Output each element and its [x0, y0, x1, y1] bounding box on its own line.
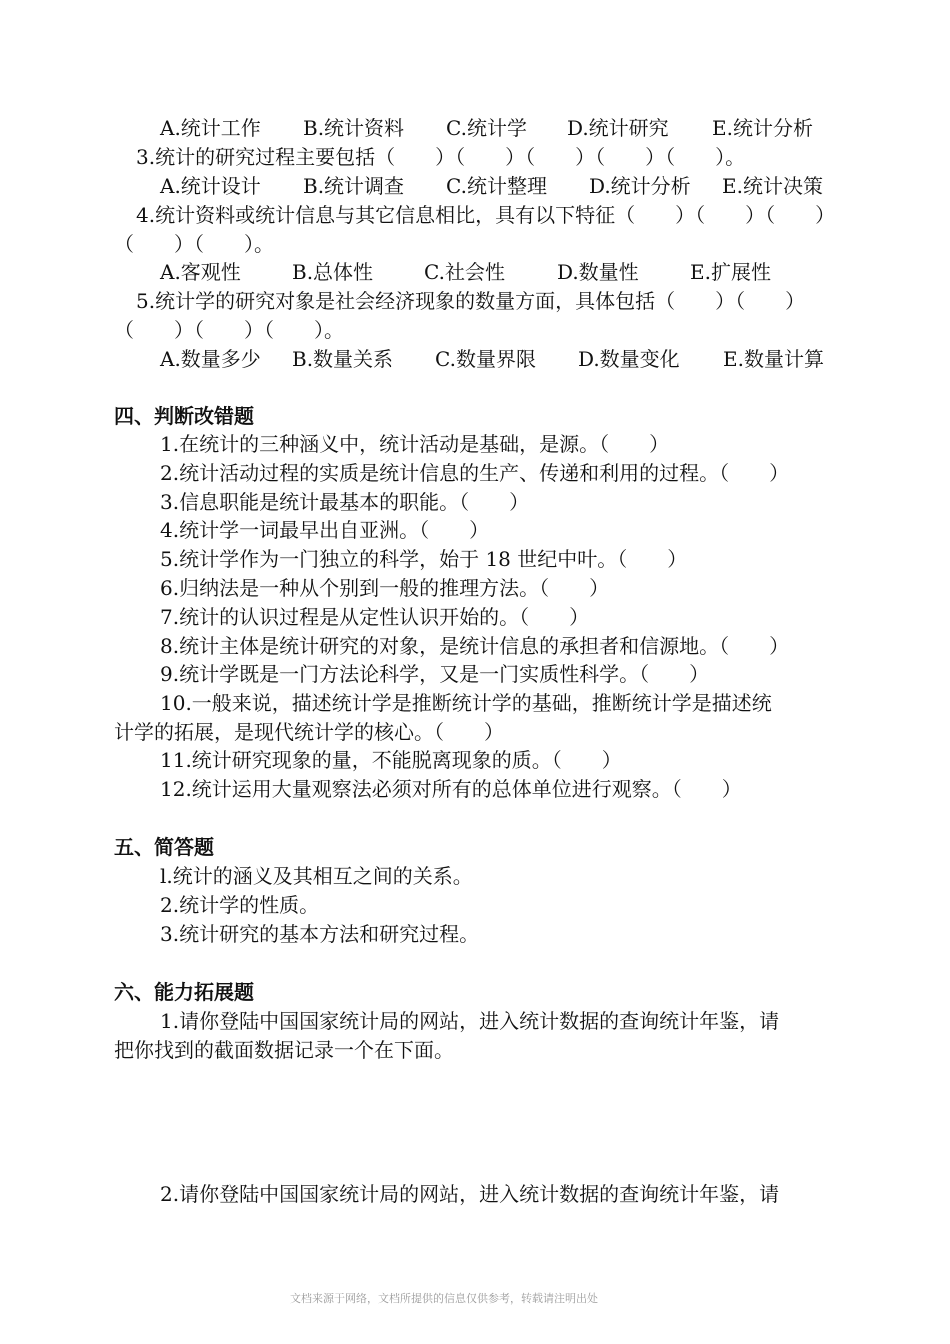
q5-options [160, 345, 824, 373]
option: B.总体性 [292, 260, 374, 284]
list-item: 2.统计学的性质。 [160, 893, 320, 917]
option: C.数量界限 [435, 347, 536, 371]
list-item: 3.统计研究的基本方法和研究过程。 [160, 922, 480, 946]
list-item: 4.统计学一词最早出自亚洲。（ ） [160, 518, 490, 542]
option: C.社会性 [424, 260, 505, 284]
list-item: 1.在统计的三种涵义中，统计活动是基础，是源。（ ） [160, 432, 670, 456]
option: E.扩展性 [690, 260, 771, 284]
list-item-cont: 计学的拓展，是现代统计学的核心。（ ） [114, 720, 504, 744]
list-item: 7.统计的认识过程是从定性认识开始的。（ ） [160, 605, 590, 629]
list-item: 1.请你登陆中国国家统计局的网站，进入统计数据的查询统计年鉴，请 [160, 1009, 780, 1033]
option: A.客观性 [160, 260, 241, 284]
option: D.数量性 [557, 260, 639, 284]
question-stem: 5.统计学的研究对象是社会经济现象的数量方面，具体包括（ ）（ ） [136, 289, 806, 313]
option: C.统计学 [446, 116, 527, 140]
section-heading: 五、简答题 [114, 835, 214, 859]
footer-note: 文档来源于网络，文档所提供的信息仅供参考，转载请注明出处 [290, 1292, 598, 1305]
list-item: 9.统计学既是一门方法论科学，又是一门实质性科学。（ ） [160, 662, 710, 686]
option: E.统计分析 [712, 116, 813, 140]
option: E.统计决策 [722, 174, 823, 198]
list-item: 3.信息职能是统计最基本的职能。（ ） [160, 490, 530, 514]
section-heading: 四、判断改错题 [114, 404, 254, 428]
option: B.数量关系 [292, 347, 394, 371]
list-item: 2.请你登陆中国国家统计局的网站，进入统计数据的查询统计年鉴，请 [160, 1182, 780, 1206]
list-item: 11.统计研究现象的量，不能脱离现象的质。（ ） [160, 748, 622, 772]
section-heading: 六、能力拓展题 [114, 980, 254, 1004]
list-item: 6.归纳法是一种从个别到一般的推理方法。（ ） [160, 576, 610, 600]
option: A.统计工作 [160, 116, 261, 140]
list-item: l.统计的涵义及其相互之间的关系。 [160, 864, 473, 888]
list-item: 8.统计主体是统计研究的对象，是统计信息的承担者和信源地。（ ） [160, 634, 790, 658]
option: A.统计设计 [160, 174, 261, 198]
option: B.统计调查 [303, 174, 405, 198]
option: D.统计分析 [589, 174, 691, 198]
list-item: 2.统计活动过程的实质是统计信息的生产、传递和利用的过程。（ ） [160, 461, 790, 485]
q3-options [160, 172, 823, 200]
q4-options [160, 258, 771, 286]
option: A.数量多少 [160, 347, 261, 371]
question-stem-cont: （ ）（ ）。 [114, 232, 274, 256]
option: D.数量变化 [578, 347, 680, 371]
q2-options [160, 114, 813, 142]
list-item: 10.一般来说，描述统计学是推断统计学的基础，推断统计学是描述统 [160, 691, 772, 715]
option: D.统计研究 [567, 116, 669, 140]
question-stem: 3.统计的研究过程主要包括（ ）（ ）（ ）（ ）（ ）。 [136, 145, 746, 169]
question-stem: 4.统计资料或统计信息与其它信息相比，具有以下特征（ ）（ ）（ ） [136, 203, 836, 227]
option: E.数量计算 [723, 347, 824, 371]
list-item: 5.统计学作为一门独立的科学，始于 18 世纪中叶。（ ） [160, 547, 688, 571]
option: C.统计整理 [446, 174, 547, 198]
list-item: 12.统计运用大量观察法必须对所有的总体单位进行观察。（ ） [160, 777, 742, 801]
question-stem-cont: （ ）（ ）（ ）。 [114, 318, 344, 342]
option: B.统计资料 [303, 116, 405, 140]
list-item-cont: 把你找到的截面数据记录一个在下面。 [114, 1038, 454, 1062]
